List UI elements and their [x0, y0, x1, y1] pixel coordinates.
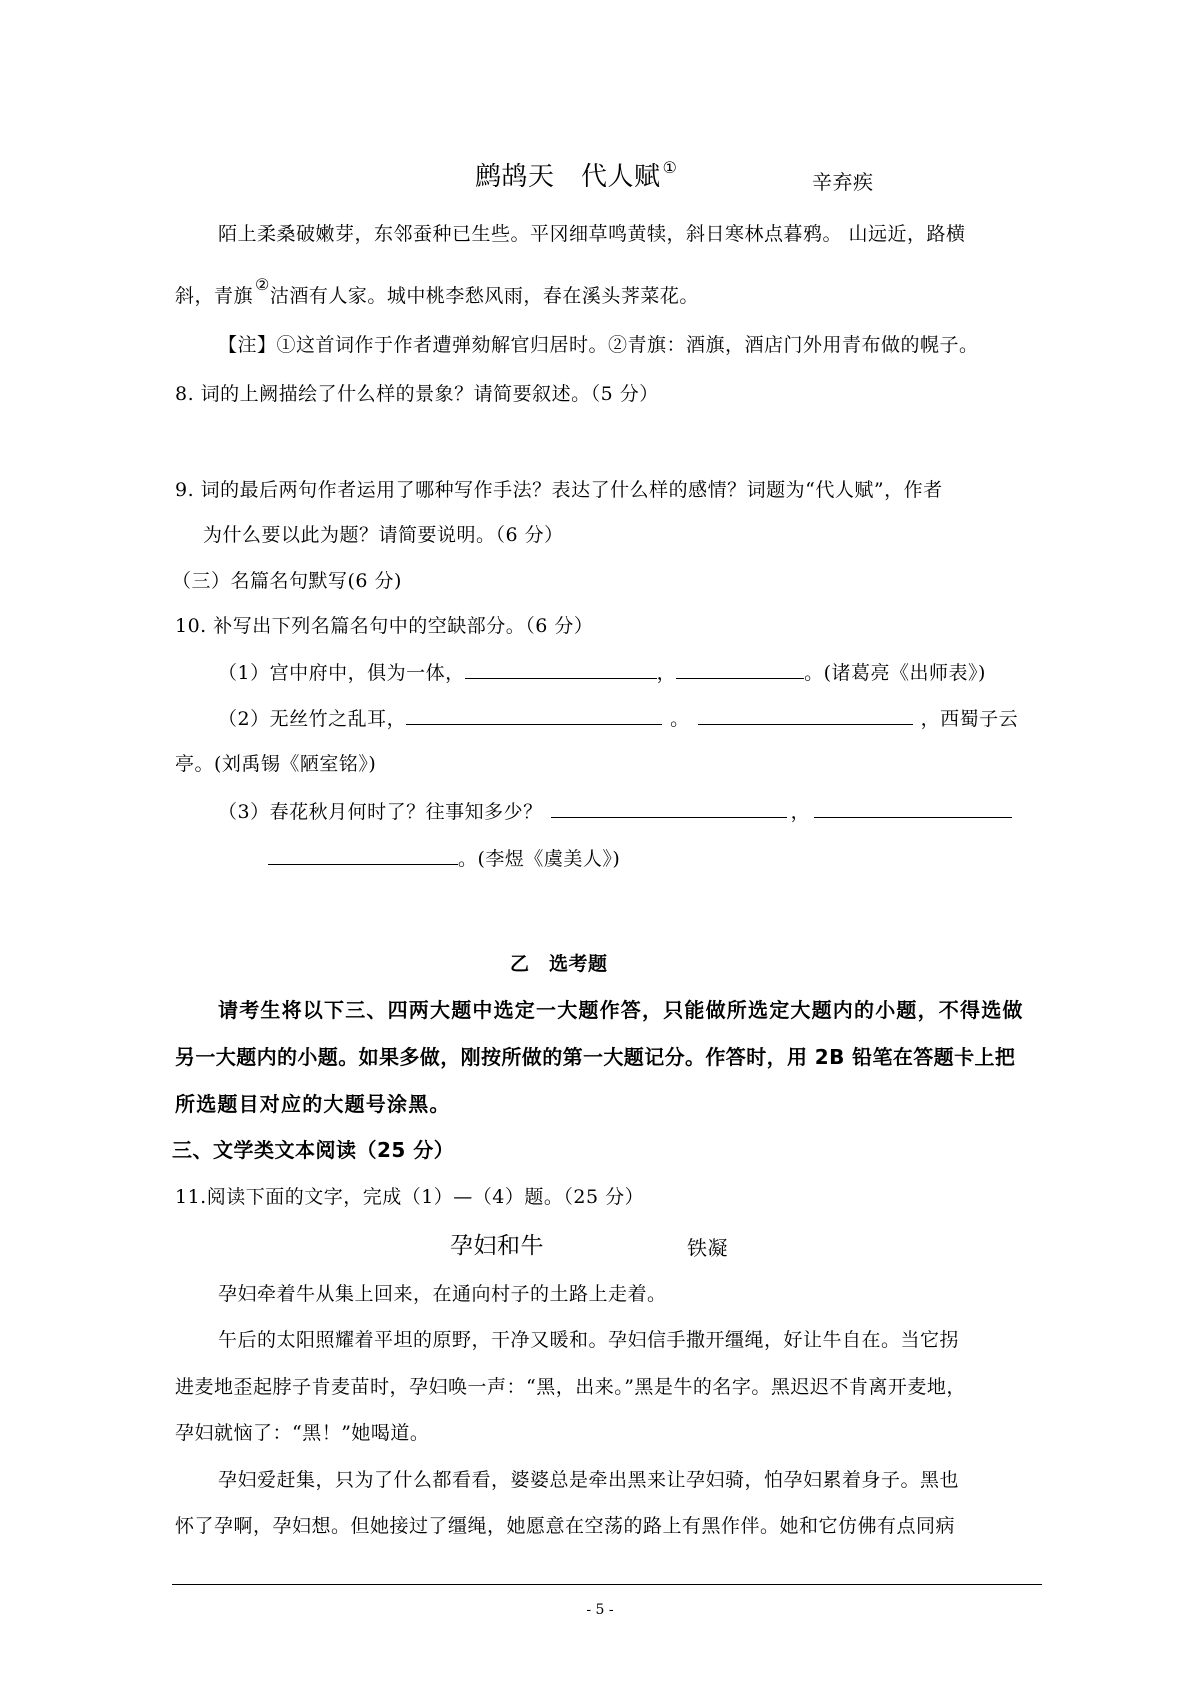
footnote-mark-2: ②	[255, 275, 270, 294]
footer-rule	[172, 1584, 1042, 1585]
question-9-line-2: 为什么要以此为题？请简要说明。（6 分）	[203, 524, 564, 546]
story-paragraph-1: 孕妇牵着牛从集上回来，在通向村子的土路上走着。	[218, 1283, 667, 1305]
story-paragraph-2-line-2: 进麦地歪起脖子肯麦苗时，孕妇唤一声：“黑，出来。”黑是牛的名字。黑迟迟不肯离开麦地，	[175, 1376, 966, 1398]
question-11: 11.阅读下面的文字，完成（1）—（4）题。（25 分）	[175, 1186, 645, 1208]
q10-item-1	[218, 658, 986, 687]
question-10: 10. 补写出下列名篇名句中的空缺部分。（6 分）	[175, 615, 594, 637]
elective-instruction-1: 请考生将以下三、四两大题中选定一大题作答，只能做所选定大题内的小题，不得选做	[218, 998, 1024, 1022]
answer-blank[interactable]	[465, 658, 657, 679]
section-3-heading: （三）名篇名句默写(6 分)	[172, 570, 402, 592]
q10-2-period: 。	[670, 708, 690, 730]
answer-blank[interactable]	[551, 797, 787, 818]
story-paragraph-2-line-3: 孕妇就恼了：“黑！”她喝道。	[175, 1422, 430, 1444]
q10-3-text: （3）春花秋月何时了？往事知多少？	[218, 801, 543, 823]
poem-note: 【注】①这首词作于作者遭弹劾解官归居时。②青旗：酒旗，酒店门外用青布做的幌子。	[218, 334, 979, 356]
page-number: - 5 -	[586, 1602, 614, 1618]
story-paragraph-3-line-1: 孕妇爱赶集，只为了什么都看看，婆婆总是牵出黑来让孕妇骑，怕孕妇累着身子。黑也	[218, 1469, 960, 1491]
q10-item-2	[218, 704, 1018, 733]
elective-instruction-2: 另一大题内的小题。如果多做，刚按所做的第一大题记分。作答时，用 2B 铅笔在答题卡上把	[175, 1045, 1016, 1069]
story-paragraph-2-line-1: 午后的太阳照耀着平坦的原野，干净又暖和。孕妇信手撒开缰绳，好让牛自在。当它拐	[218, 1329, 960, 1351]
q10-1-source: 。(诸葛亮《出师表》)	[804, 662, 986, 684]
poem-line-2-end: 沽酒有人家。城中桃李愁风雨，春在溪头荠菜花。	[269, 285, 699, 307]
q10-2-text: （2）无丝竹之乱耳，	[218, 708, 407, 730]
story-paragraph-3-line-2: 怀了孕啊，孕妇想。但她接过了缰绳，她愿意在空荡的路上有黑作伴。她和它仿佛有点同病	[175, 1515, 956, 1537]
answer-blank[interactable]	[814, 797, 1012, 818]
answer-blank[interactable]	[676, 658, 804, 679]
poem-title: 鹧鸪天 代人赋	[475, 162, 661, 192]
poem-line-1: 陌上柔桑破嫩芽，东邻蚕种已生些。平冈细草鸣黄犊，斜日寒林点暮鸦。 山远近，路横	[218, 223, 966, 245]
story-author: 铁凝	[687, 1236, 728, 1260]
q10-item-3-line-2	[268, 844, 620, 873]
story-title: 孕妇和牛	[450, 1233, 544, 1259]
q10-2-tail: ，西蜀子云	[920, 708, 1019, 730]
q10-item-3	[218, 797, 1012, 826]
poem-author: 辛弃疾	[812, 170, 874, 194]
poem-line-2-start: 斜，青旗	[175, 285, 254, 307]
elective-heading: 乙 选考题	[510, 953, 608, 975]
poem-line-2	[175, 275, 699, 311]
answer-blank[interactable]	[698, 704, 913, 725]
question-8: 8. 词的上阙描绘了什么样的景象？请简要叙述。（5 分）	[175, 383, 659, 405]
q10-3-comma: ，	[790, 801, 811, 823]
answer-blank[interactable]	[406, 704, 662, 725]
footnote-mark: ①	[662, 158, 678, 177]
answer-blank[interactable]	[268, 844, 458, 865]
elective-instruction-3: 所选题目对应的大题号涂黑。	[175, 1092, 451, 1116]
q10-3-source: 。(李煜《虞美人》)	[458, 848, 621, 870]
question-9-line-1: 9. 词的最后两句作者运用了哪种写作手法？表达了什么样的感情？词题为“代人赋”，作者	[175, 479, 943, 501]
q10-1-text: （1）宫中府中，俱为一体，	[218, 662, 465, 684]
q10-1-comma: ，	[656, 662, 677, 684]
poem-title-row	[475, 160, 677, 197]
q10-item-2-line-2: 亭。(刘禹锡《陋室铭》)	[175, 753, 377, 775]
section-title: 三、文学类文本阅读（25 分）	[172, 1138, 455, 1162]
